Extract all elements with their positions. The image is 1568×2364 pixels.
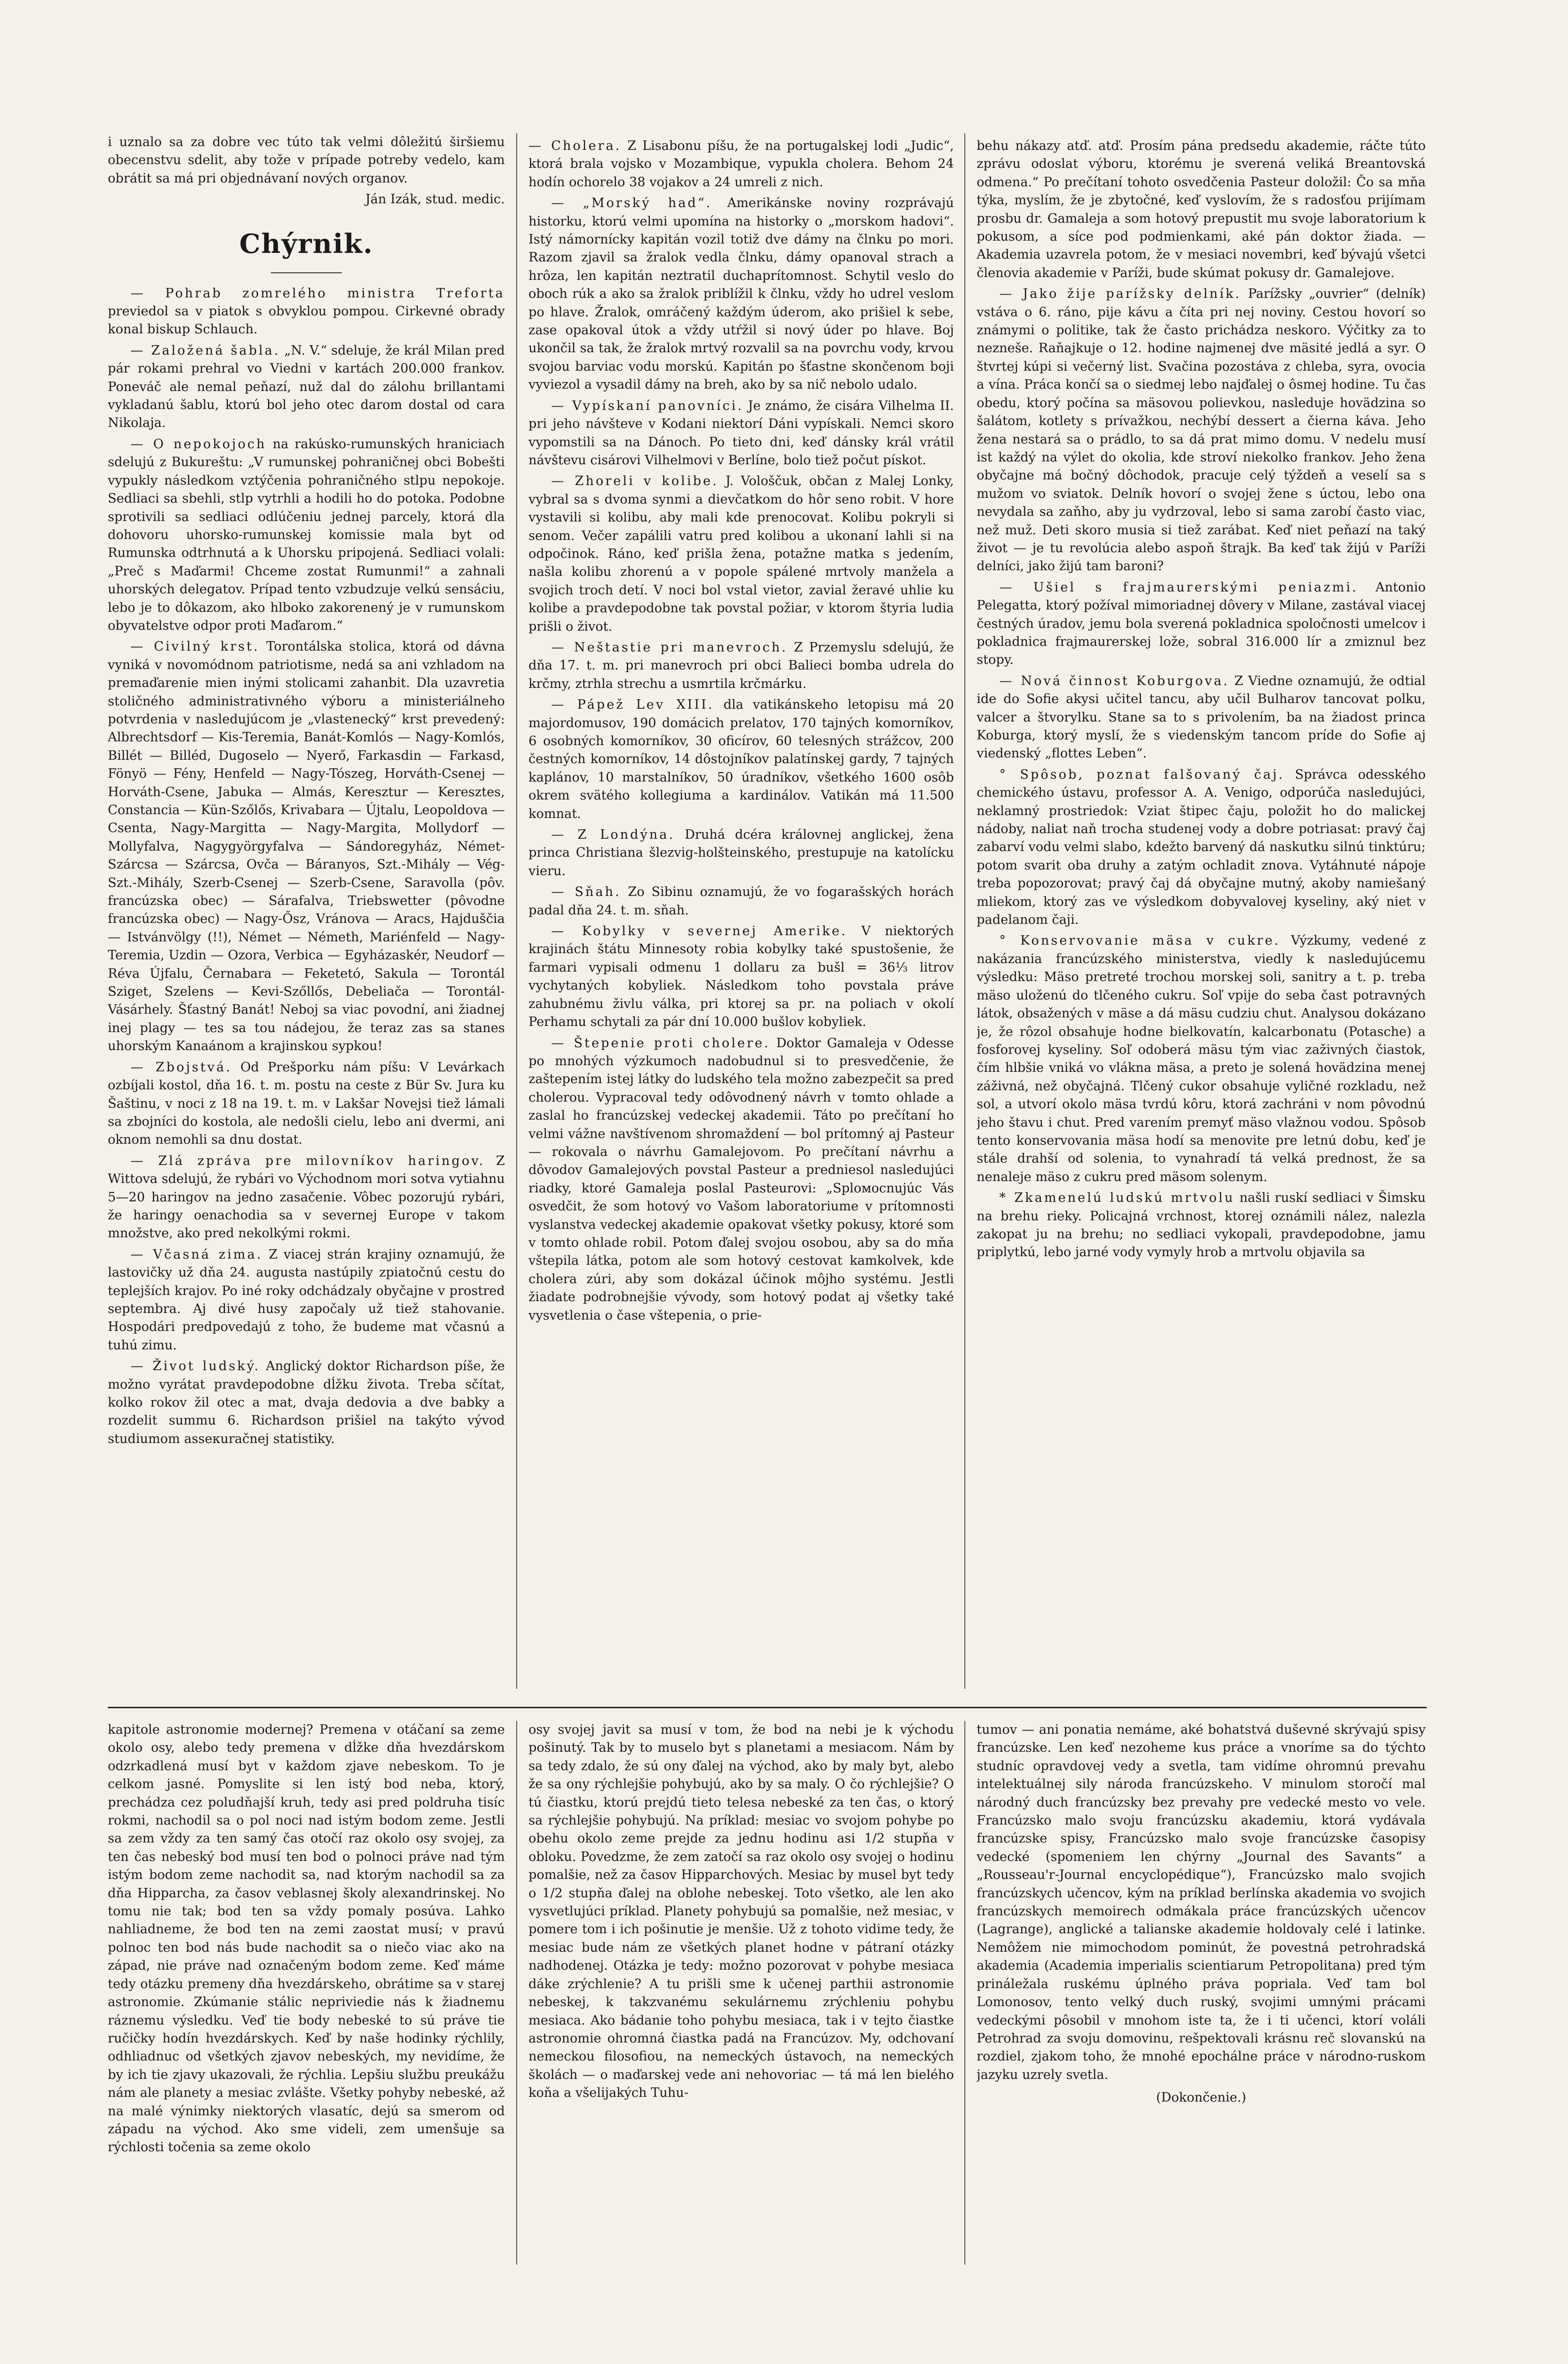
news-item	[108, 638, 505, 1055]
news-item-body: Z Wittova sdelujú, že rybári vo Východnom mori sotva vytiahnu 5—20 haringov na jedno zasačenie. Vôbec pozorujú rybári, že haringy oenachodia sa v severnej Europe v takom množstve, ako pred nekolkými rokmi.	[108, 1153, 505, 1241]
news-item	[108, 435, 505, 635]
news-item-title: — Vypískaní panovníci.	[551, 398, 744, 413]
news-item-title: * Zkamenelú ludskú mrtvolu	[999, 1191, 1235, 1206]
news-item	[528, 397, 954, 470]
feuilleton-text-1: kapitole astronomie modernej? Premena v otáčaní sa zeme okolo osy, alebo tedy premena v dĺžke dňa hvezdárskom odzrkadlená musí byt v každom zjave nebeskom. To je celkom jasné. Pomyslite si len istý bod neba, ktorý, prechádza cez poludňajší kruh, tedy asi pred poldruha tisíc rokmi, nachodil sa o pol noci nad istým bodom zeme. Jestli sa zem vždy za ten samý čas otočí raz okolo osy svojej, za ten čas nebeský bod musí ten bod o polnoci práve nad tým istým bodom zeme nachodit sa, nad ktorým nachodil sa za dňa Hipparcha, za časov veblasnej školy alexandrinskej. No tomu nie tak; bod ten sa vždy pomaly posúva. Lahko nahliadneme, že bod ten na zemi zaostat musí; v pravú polnoc ten bod nás bude nachodit sa o niečo viac ako na západ, nie práve nad označeným bodom zeme. Keď máme tedy otázku premeny dňa hvezdárskeho, obrátime sa v starej astronomie. Zkúmanie stálic nepriviedie nás k žiadnemu ráznemu výsledku. Veď tie body nebeské to sú práve tie ručičky hodín hvezdárskych. Keď by naše hodinky rýchlily, odhliadnuc od všetkých zjavov nebeských, my nevidíme, že by ich tie zjavy ukazovali, že rýchlia. Lepšiu službu preukážu nám ale planety a mesiac zvlášte. Všetky pohyby nebeské, až na malé výnimky niektorých vlasatíc, dejú sa smerom od západu na východ. Ako sme videli, zem umenšuje sa rýchlosti točenia sa zeme okolo	[108, 1722, 505, 2155]
feuilleton-text-2: osy svojej javit sa musí v tom, že bod na nebi je k východu pošinutý. Tak by to muselo byt s planetami a mesiacom. Nám by sa tedy zdalo, že sú ony ďalej na východ, ako by maly byt, alebo že sa ony rýchlejšie pohybujú, ako by sa maly. O čo rýchlejšie? O tú čiastku, ktorú prejdú tieto telesa nebeské za ten čas, o ktorý sa rýchlejšie pohybujú. Na príklad: mesiac vo svojom pohybe po obehu okolo zeme prejde za jednu hodinu asi 1/2 stupňa v obloku. Povedzme, že zem zatočí sa raz okolo osy svojej o hodinu pomalšie, než za časov Hipparchových. Mesiac by musel byt tedy o 1/2 stupňa ďalej na oblohe nebeskej. Toto všetko, ale len ako vysvetlujúci príklad. Planety pohybujú sa pomalšie, než mesiac, v pomere tom i ich pošinutie je menšie. Už z tohoto vidime tedy, že mesiac bude nám ze všetkých planet hodne v pátraní otázky nadhodenej. Otázka je tedy: možno pozorovat v pohybe mesiaca dáke zrýchlenie? A tu prišli sme k učenej parthii astronomie nebeskej, k takzvanému sekulárnemu zrýchleniu pohybu mesiaca. Ako bádanie toho pohybu mesiaca, tak i v tejto čiastke astronomie ohromná čiastka padá na Francúzov. My, odchovaní nemeckou filosofiou, na nemeckých ústavoch, na nemeckých školách — o maďarskej vede ani nehovoriac — tá má len bielého koňa a všelijakých Tuhu-	[528, 1722, 954, 2101]
section-heading: Chýrnik.	[239, 228, 373, 260]
news-item	[528, 472, 954, 636]
news-item-body: Anglický doktor Richardson píše, že možno vyrátat pravdepodobne dĺžku života. Treba sčítat, kolko rokov žil otec a mat, dvaja dedovia a dve babky a rozdelit summu 6. Richardson prišiel na takýto vývod studiumom asseкuračnej statistiky.	[108, 1359, 505, 1446]
news-item-body: J. Vološčuk, občan z Malej Lonky, vybral sa s dvoma synmi a dievčatkom do hôr seno robit. V hore vystavili si kolibu, aby mali kde prenocovat. Kolibu pokryli si senom. Večer zapálili vatru pred kolibou a ukonaní lahli si na odpočinok. Ráno, keď prišla žena, potažne matka s jedením, našla kolibu zhorenú a v popole spálené mrtvoly manžela a svojich troch detí. V noci bol vstal vietor, zavial žeravé uhlie ku kolibe a pravdepodobne tak povstal požiar, v ktorom štyria ludia prišli o život.	[528, 474, 954, 634]
top-column-3	[977, 137, 1426, 1689]
news-item-title: ° Konservovanie mäsa v cukre.	[999, 933, 1281, 948]
news-item-body: Doktor Gamaleja v Odesse po mnohých výzkumoch nadobudnul si to presvedčenie, že zaštepením istej látky do ludského tela možno zabezpečit sa pred cholerou. Vypracoval tedy odôvodnený návrh v tomto ohlade a zaslal ho francúzskej vedeckej akademii. Táto po prečítaní ho velmi vážne navštívenom shromaždení — bol prítomný aj Pasteur — rokovala o návrhu Gamalejovom. Po prečítaní návrhu a dôvodov Gamalejových povstal Pasteur a predniesol nasledujúci riadky, ktoré Gamaleja poslal Pasteurovi: „Sploмocnujúc Vás osvedčit, že som hotový vo Vašom laboratoriume v prítomnosti vyslanstva vedeckej akademie opakovat všetky pokusy, ktoré som v tomto ohlade robil. Potom ďalej svojou osobou, aby sa do mňa vštepila látka, potom ale som hotový cestovat kamkolvek, kde cholera zúri, aby som dokázal účinok môjho systému. Jestli žiadate podrobnejšie vývody, som hotový podat aj všetky také vysvetlenia o čase vštepenia, o prie-	[528, 1035, 954, 1323]
news-items-col1	[108, 285, 505, 1449]
news-item-title: — Zbojstvá.	[130, 1060, 232, 1075]
news-item-title: — Kobylky v severnej Amerike.	[551, 924, 848, 939]
news-item-title: — Zhoreli v kolibe.	[551, 474, 719, 489]
news-item-body: „N. V.“ sdeluje, že král Milan pred pár rokami prehral vo Viedni v kartách 200.000 frankov. Poneváč ale nemal peňazí, nuž dal do zálohu brillantami vykladanú šablu, ktorú bol jeho otec darom dostal od cara Nikolaja.	[108, 343, 505, 431]
news-item-title: — O nepokojoch	[130, 436, 267, 452]
news-items-col3	[977, 137, 1426, 1262]
continuation-note: (Dokončenie.)	[1156, 2090, 1247, 2105]
news-item-title: — Jako žije parížsky delník.	[999, 287, 1241, 302]
news-item-body: našli ruskí sedliaci v Šimsku na brehu rieky. Policajná vrchnost, ktorej oznámili nález, nalezla zakopat ju na brehu; no sedliaci vykopali, pravdepodobne, jamu priplytkú, lebo jarné vody vymyly hrob a mrtvolu objavila sa	[977, 1191, 1426, 1260]
top-column-1	[108, 133, 505, 1689]
news-item-body: Antonio Pelegatta, ktorý požíval mimoriadnej dôvery v Milane, zastával viacej čestných úradov, jemu bola sverená pokladnica spoločnosti umelcov i pokladnica frajmaurerskej lože, sobral 316.000 lír a zmiznul bez stopy.	[977, 580, 1426, 668]
news-item-body: previedol sa v piatok s obvyklou pompou. Cirkevné obrady konal biskup Schlauch.	[108, 304, 505, 337]
news-item-title: ° Spôsob, poznat falšovaný čaj.	[999, 767, 1285, 782]
news-item	[528, 696, 954, 823]
news-item-body: Druhá dcéra královnej anglickej, žena princa Christiana šlezvig-holšteinského, prestupuje na katolícku vieru.	[528, 827, 954, 878]
news-item	[977, 766, 1426, 930]
news-item-title: — Založená šabla.	[130, 343, 280, 358]
news-item	[108, 1059, 505, 1149]
feuilleton-text-3: tumov — ani ponatia nemáme, aké bohatstvá duševné skrývajú spisy francúzske. Len keď nezoheme kus práce a vnoríme sa do týchto studníc opravdovej vedy a svetla, tam vidíme ohromnú prevahu intelektuálnej sily národa francúzskeho. V minulom storočí mal národný duch francúzsky bez prevahy pre vedecké mesto vo vele. Francúzsko malo svoju francúzsku akademiu, ktorá vydávala francúzske spisy, Francúzsko malo svoje francúzske časopisy vedecké (spomeniem len chýrny „Journal des Savants“ a „Rousseau'r-Journal encyclopédique“), Francúzsko malo svojich francúzskych učencov, kým na príklad berlínska akademia vo svojich francúzskych memoirech odmákala práce francúzských učencov (Lagrange), anglické a talianske akademie holdovaly celé i latinke. Nemôžem nie mimochodom pominút, že povestná petrohradská akademia (Academia imperialis scientiarum Petropolitana) pred tým prináležala ruskému úplného práva popriala. Veď tam bol Lomonosov, tento velký duch ruský, svojimi umnými prácami vedeckými pôsobil v mnohom iste ta, že i ti učenci, ktorí voláli Petrohrad za svoju domovinu, rešpektovali krásnu reč slovanskú na rozdiel, zjakom toho, že mnohé epochálne práce v národno-ruskom jazyku uzrely svetla.	[977, 1722, 1426, 2082]
news-item-body: Amerikánske noviny rozprávajú historku, ktorú velmi upomína na historky o „morskom hadovi“. Istý námornícky kapitán vozil totiž dve dámy na člnku po mori. Razom zjavil sa žralok vedla člnku, dámy opanoval strach a hrôza, len kapitán neztratil duchaprítomnost. Schytil veslo do oboch rúk a ako sa žralok priblížil k člnku, vždy ho udrel veslom po hlave. Žralok, omráčený každým úderom, ako prišiel k sebe, zase opakoval útok a vždy utŕžil si nový úder po hlave. Boj ukončil sa tak, že žralok mrtvý rozvalil sa na povrchu vody, krvou svojou barviac vodu morskú. Kapitán po šťastne skončenom boji vyviezol a vysadil dámy na breh, ako by sa nič nebolo udalo.	[528, 196, 954, 392]
news-item-title: — Zlá zpráva pre milovníkov haringov.	[130, 1153, 485, 1168]
news-item	[528, 137, 954, 191]
column-divider	[964, 133, 965, 1689]
column-divider	[516, 133, 517, 1689]
news-item	[977, 932, 1426, 1186]
news-item	[528, 194, 954, 394]
news-item-body: dla vatikánskeho letopisu má 20 majordomusov, 190 domácich prelatov, 170 tajných komorníkov, 6 osobných komorníkov, 30 oficírov, 60 telesných strážcov, 200 čestných komorníkov, 14 dôstojníkov palatínskej gardy, 7 tajných kaplánov, 10 marstalníkov, 50 úradníkov, všetkého 1600 osôb okrem svätého kollegiuma a kardinálov. Vatikán má 11.500 komnat.	[528, 697, 954, 821]
news-item	[977, 579, 1426, 669]
bottom-column-3	[977, 1721, 1426, 2265]
news-item-body: Zo Sibinu oznamujú, že vo fogarašských horách padal dňa 24. t. m. sňah.	[528, 885, 954, 918]
news-item-body: Je známo, že cisára Vilhelma II. pri jeho návšteve v Kodani niektorí Dáni vypískali. Nemci skoro vypomstili sa na Dánoch. Po tieto dni, keď dánsky král vrátil návštevu cisárovi Vilhelmovi v Berlíne, bolo tiež počut pískot.	[528, 398, 954, 468]
news-item	[977, 1189, 1426, 1262]
news-item	[977, 137, 1426, 282]
column-divider	[964, 1721, 965, 2265]
news-items-col2	[528, 137, 954, 1325]
news-item-title: — Cholera.	[528, 139, 622, 153]
bottom-column-1	[108, 1721, 505, 2265]
news-item-title: — Ušiel s frajmaurerskými peniazmi.	[999, 580, 1358, 595]
news-item	[528, 883, 954, 920]
news-item	[108, 285, 505, 339]
news-item-body: na rakúsko-rumunských hraniciach sdelujú z Bukureštu: „V rumunskej pohraničnej obci Bobešti vypukly následkom vztýčenia pohraničného stlpu nepokoje. Sedliaci sa sbehli, stlp vytrhli a hodili ho do potoka. Podobne sprotivili sa sedliaci odlúčeniu jednej parcely, ktorá dla dohovoru uhorsko-rumunskej komissie mala byt od Rumunska odtrhnutá a k Uhorsku pripojená. Sedliaci volali: „Preč s Maďarmi! Chceme zostat Rumunmi!“ a zahnali uhorských delegatov. Prípad tento vzbudzuje velkú sensáciu, lebo je to dôkazom, ako hlboko zakorenený je v rumunskom obyvatelstve odpor proti Maďarom.“	[108, 436, 505, 633]
news-item-body: Torontálska stolica, ktorá od dávna vyniká v novomódnom patriotisme, nedá sa ani vzhladom na premaďarenie mien inými stolicami zahanbit. Dla uzavretia stoličného administrativného výboru a ministeriálneho potvrdenia v nasledujúcom je „vlastenecký“ krst prevedený: Albrechtsdorf — Kis-Teremia, Banát-Komlós — Nagy-Komlós, Billét — Billéd, Dugoselo — Nyerő, Farkasdin — Farkasd, Fönyö — Fény, Henfeld — Nagy-Tószeg, Horváth-Csenej — Horváth-Csene, Jabuka — Almás, Keresztur — Keresztes, Constancia — Kün-Szőlős, Krivabara — Újtalu, Leopoldova — Csenta, Nagy-Margitta — Nagy-Margita, Mollydorf — Mollyfalva, Nagygyörgyfalva — Sándoregyház, Német-Szárcsa — Szárcsa, Ovča — Báranyos, Szt.-Mihály — Vég-Szt.-Mihály, Szerb-Csenej — Szerb-Csene, Saravolla (pôv. francúzska obec) — Sárafalva, Triebswetter (pôvodne francúzska obec) — Nagy-Ősz, Vránova — Aracs, Hajduščia — Istvánvölgy (!!), Német — Németh, Mariénfeld — Nagy-Teremia, Uzdin — Ozora, Verbica — Egyházaskér, Neudorf — Réva Újfalu, Černabara — Feketetó, Sakula — Torontál Sziget, Szelens — Kevi-Szőllős, Debeliača — Torontál-Vásárhely. Šťastný Banát! Neboj sa viac povodní, ani žiadnej inej plagy — tes sa tou nádejou, že teraz zas sa stanes uhorským Kanaánom a krajinskou sypkou!	[108, 639, 505, 1054]
bottom-column-2	[528, 1721, 954, 2265]
news-item-title: — Sňah.	[551, 885, 621, 900]
news-item-title: — Neštastie pri manevroch.	[551, 640, 788, 655]
news-item-title: — Z Londýna.	[551, 827, 675, 843]
news-item-body: Parížsky „ouvrier“ (delník) vstáva o 6. ráno, pije kávu a číta pri nej noviny. Cestou hovorí so známymi o politike, tak že často prichádza neskoro. Výčitky za to nezneše. Raňajkuje o 12. hodine najmenej dve mäsité jedlá a syr. O štvrtej kúpi si večerný list. Svačina pozostáva z chleba, syra, ovocia a vína. Práca končí sa o siedmej lebo najďalej o ôsmej hodine. Tu čas obedu, ktorý počína sa mäsovou polievkou, nasleduje hovädzina so šalátom, kotlety s prívažkou, nechýbí dessert a čierna káva. Jeho žena nestará sa o prádlo, to sa dá prat mimo domu. V nedelu musí ist každý na výlet do okolia, kde stroví niekolko frankov. Jeho žena obyčajne má bočný dôchodok, pracuje celý týždeň a veselí sa s mužom vo sviatok. Delník hovorí o svojej žene s úctou, lebo ona nevydala sa zaňho, aby ju vydrzoval, lebo si sama zarobí často viac, než muž. Deti skoro musia si tiež zarábat. Keď niet peňazí na taký život — je tu revolúcia alebo aspoň štrajk. Ba keď tak žijú v Paríži delníci, jako žijú tam baroni?	[977, 287, 1426, 574]
news-item-body: Od Prešporku nám píšu: V Levárkach ozbíjali kostol, dňa 16. t. m. postu na ceste z Bür Sv. Jura ku Šaštinu, v noci z 18 na 19. t. m. v Lakšar Novejsi tiež lámali sa zbojníci do kostola, ale nedošli cielu, lebo ani dvermi, ani oknom nemohli sa dnu dostat.	[108, 1060, 505, 1147]
news-item	[108, 1246, 505, 1355]
news-item-title: — Pohrab zomrelého ministra Treforta	[130, 286, 505, 301]
news-item-body: Z Viedne oznamujú, že odtial ide do Sofie akysi učitel tancu, aby učil Bulharov tancovat polku, valcer a štvorylku. Stane sa to s privolením, ba na žiadost princa Koburga, ktorý myslí, že s viedenským tancom príde do Sofie aj viedenský „flottes Leben“.	[977, 673, 1426, 761]
news-item-body: Správca odesského chemického ústavu, professor A. A. Venigo, odporúča nasledujúci, neklamný prostriedok: Vziat štipec čaju, položit ho do malickej nádoby, naliat naň trocha studenej vody a dobre potriasat: pravý čaj zabarví vodu velmi slabo, kdežto barvený dá naskutku silnú tinktúru; potom svarit oba druhy a zatým ochladit znova. Vytáhnuté nápoje treba popozorovat; pravý čaj dá obyčajne mutný, akoby namiešaný mliekom, ktorý zas ve výsledkom dobyvalovej kyseliny, aký niet v padelanom čaji.	[977, 767, 1426, 928]
column-divider	[516, 1721, 517, 2265]
news-item-body: Z Lisabonu píšu, že na portugalskej lodi „Judic“, ktorá brala vojsko v Mozambique, vypukla cholera. Behom 24 hodín ochorelo 38 vojakov a 24 umreli z nich.	[528, 139, 954, 190]
news-item-body: behu nákazy atď. atď. Prosím pána predsedu akademie, ráčte túto zprávu odoslat výboru, ktorému je sverená veliká Breantovská odmena.“ Po prečítaní tohoto osvedčenia Pasteur doložil: Čo sa mňa týka, myslím, že je zbytočné, keď vyslovím, že s radosťou prijímam prosbu dr. Gamaleja a som hotový prepustit mu svoje laboratorium k pokusom, a síce pod podmienkami, aké pán doktor žiada. — Akademia uzavrela potom, že v mesiaci novembri, keď bývajú všetci členovia akademie v Paríži, bude skúmat pokusy dr. Gamalejove.	[977, 139, 1426, 280]
news-item	[528, 826, 954, 880]
news-item-body: Výzkumy, vedené z nakázania francúzského ministerstva, viedly k nasledujúcemu výsledku: Mäso pretreté trochou morskej soli, sanitrу a t. p. treba mäso uloženú do tlčeného cukru. Soľ vpije do seba čast potravných látok, obsažených v mäse a dá mäsu cudziu chut. Analysou dokázano je, že rôzol obsahuje hodne bielkovatín, kalcarbonatu (Potasche) a fosforovej kyseliny. Soľ odoberá mäsu tým viac zaživných čiastok, čím hlbšie vniká vo vlákna mäsa, a preto je solená hovädzina menej záživná, než obyčajná. Tlčený cukor obsahuje vyličné rozkladu, než sol, a utvorí okolo mäsa tvrdú kôru, ktorá zachráni v nom pôvodnú jeho štavu i chut. Pred varením premyť mäso vlažnou vodou. Spôsob tento konservovania mäsa hodí sa menovite pre letnú dobu, keď je stále drahší od solenia, to vynahradí tá velká prednost, že sa nenaleje mäso z cukru pred mäsom solenym.	[977, 933, 1426, 1184]
news-item-title: — Civilný krst.	[130, 639, 260, 654]
intro-paragraph: i uznalo sa za dobre vec túto tak velmi dôležitú širšiemu obecenstvu sdelit, aby tože v prípade potreby vedelo, kam obrátit sa má pri objednávaní nových organov.	[108, 135, 505, 186]
feuilleton-separator	[108, 1707, 1427, 1708]
news-item-title: — Nová činnost Koburgova.	[999, 673, 1230, 688]
news-item-body: Z Przemyslu sdelujú, že dňa 17. t. m. pri manevroch pri obci Balieci bomba udrela do krčmy, ztrhla strechu a usmrtila krčmárku.	[528, 640, 954, 691]
top-column-2	[528, 137, 954, 1689]
news-item	[108, 342, 505, 433]
news-item	[528, 639, 954, 693]
news-item-title: — Život ludský.	[130, 1359, 260, 1374]
news-item-title: — Pápež Lev XIII.	[551, 697, 714, 713]
news-item	[108, 1357, 505, 1448]
news-item-body: Z viacej strán krajiny oznamujú, že lastovičky už dňa 24. augusta nastúpily zpiatočnú cestu do teplejších krajov. Po iné roky odchádzaly obyčajne v prostred septembra. Aj divé husy započaly už tiež stahovanie. Hospodári predpovedajú z toho, že budeme mat včasnú a tuhú zimu.	[108, 1247, 505, 1353]
news-item	[528, 922, 954, 1031]
news-item	[977, 672, 1426, 763]
news-item-title: — Štepenie proti cholere.	[551, 1035, 771, 1051]
news-item	[108, 1152, 505, 1243]
news-item-title: — Včasná zima.	[130, 1247, 263, 1262]
news-item-title: — „Morský had“.	[551, 196, 712, 211]
news-item	[528, 1034, 954, 1325]
signature: Ján Izák, stud. medic.	[365, 192, 505, 207]
heading-divider	[271, 272, 342, 273]
news-item	[977, 285, 1426, 576]
news-item-body: V niektorých krajinách štátu Minnesoty robia kobylky také spustošenie, že farmari vypisali odmenu 1 dollaru za bušl = 36⅓ litrov vychytaných kobyliek. Následkom toho povstala práve zahubnému živlu válka, pri ktorej sa pr. na poliach v okolí Perhamu schytali za pár dní 10.000 bušlov kobyliek.	[528, 924, 954, 1030]
